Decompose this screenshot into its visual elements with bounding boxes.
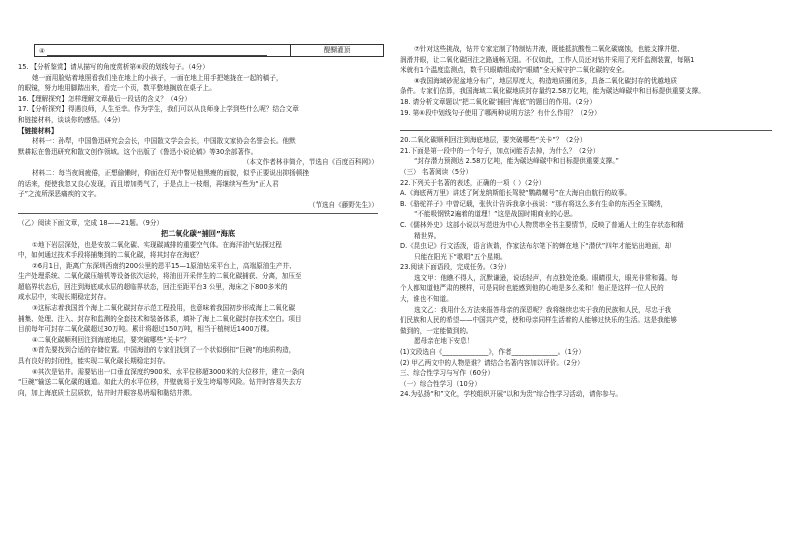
text-line: 19. 第⑥段中划线句子使用了哪两种说明方法？有什么作用？（2分） bbox=[400, 108, 601, 117]
answer-table-cell-number bbox=[35, 45, 291, 56]
text-line: 生产处理系统、二氧化碳压缩机等设备依次运转，将油田开采伴生的二氧化碳捕获、分离，加压至 bbox=[18, 272, 302, 281]
text-line: 三、综合性学习与写作（60分） bbox=[400, 369, 495, 378]
text-line: 材料二：每当夜间疲倦，正想偷懒时，仰面在灯光中瞥见他黑瘦的面貌，似乎正要说出抑扬顿挫 bbox=[32, 168, 309, 177]
text-line: 24.为弘扬“和”文化，学校组织开展“以和为贵”综合性学习活动，请你参与。 bbox=[400, 390, 622, 399]
text-line: 润滑井眼，让二氧化碳回注之路通畅无阻。不仅如此，工作人员还对钻井采用了光纤监测装置，每隔1 bbox=[400, 55, 695, 64]
text-line: 条件。专家们估算，我国海域二氧化碳地质封存量约2.58万亿吨，能为碳达峰碳中和目标提供重要支撑。 bbox=[400, 87, 705, 96]
text-line: ①地下岩层深处，也是安放二氧化碳、实现碳减排的重要空气体。在海洋油气钻探过程 bbox=[32, 240, 282, 249]
text-line: “不能吸钢铁2遍着的道理！”这是战国时期商业的心思。 bbox=[414, 210, 577, 219]
text-line: 21.下面是第一段中的一个句子，加点词能否去掉，为什么？（2分） bbox=[400, 146, 600, 155]
text-line: 20.二氧化碳顺利回注到海底地层，要突破哪些“关卡”？（2分） bbox=[400, 136, 587, 145]
text-line: 子”之流所深恶痛疾的文字。 bbox=[18, 190, 101, 199]
text-line: （节选自《藤野先生》） bbox=[308, 200, 378, 209]
text-line: 16.【理解探究】怎样理解文章最后一段话的含义？（4分） bbox=[18, 94, 191, 103]
text-line: 17.【分析探究】得遇良师，人生至幸。作为学生，我们可以从良师身上学到些什么呢？结合文章 bbox=[18, 105, 299, 114]
text-line: 18. 请分析文章题以“把二氧化碳‘捕回’海底”的题目的作用。（2分） bbox=[400, 97, 596, 106]
text-line: (2) 甲乙两文中的人物是谁？请结合名著内容加以评价。（2分） bbox=[400, 358, 584, 367]
text-line: 23.阅读下面语段，完成任务。（3分） bbox=[400, 263, 511, 272]
text-line: 只能在阳光下“歌唱”五个星期。 bbox=[414, 252, 507, 261]
left-questions-block bbox=[18, 62, 378, 210]
text-line: ⑤首先要找到合适的存储位置。中国海油的专家们找到了一个状似倒扣“巨碗”的地质构造， bbox=[32, 346, 296, 355]
text-line: ⑥其次是钻井。需要钻出一口垂直深度约900米、水平位移超3000米的大位移井，建立一条向 bbox=[32, 367, 305, 376]
text-line: 们民族和人民的希望——中国共产党，使和母亲同样生活着的人能够过快乐的生活。这是我能够 bbox=[400, 316, 677, 325]
section-divider bbox=[18, 213, 378, 214]
text-line: D.《昆虫记》行文活泼，语言诙谐，作家法布尔笔下的蝉在地下“潜伏”四年才能钻出地面，却 bbox=[400, 242, 672, 251]
text-line: “巨碗”输送二氧化碳的通道。如此大的水平位移，井壁就易于发生垮塌等风险。钻井时容易失去方 bbox=[18, 378, 302, 387]
text-line: 选文乙：我用什么方法来报答母亲的深恩呢？我将继续忠实于我的民族和人民，尽忠于我 bbox=[414, 305, 672, 314]
text-line: 捕集、处理、注入、封存和监测的全套技术和装备体系，填补了海上二氧化碳封存技术空白。项目 bbox=[18, 314, 302, 323]
text-line: 15. 【分析鉴赏】请从描写的角度赏析第⑥段的划线句子。（4分） bbox=[18, 63, 209, 71]
right-article-continuation bbox=[400, 44, 772, 118]
text-line: B.《骆驼祥子》中曾记载，张伙计告诉我拿小孩说：“那有将这么多有生命的东西全玉镯绣， bbox=[400, 199, 668, 208]
text-line: 的话来，便使我忽又良心发现，而且增加勇气了，于是点上一枝烟，再继续写些为“正人君 bbox=[18, 179, 279, 188]
right-questions-block bbox=[400, 135, 772, 400]
right-column bbox=[400, 44, 772, 400]
text-line: ⑧我国海域砂泥盆地分布广，地层厚度大，构造地质圈闭多，具备二氧化碳封存的优越地质 bbox=[414, 76, 678, 85]
text-line: 22.下列关于名著的表述，正确的一项（ ）（2分） bbox=[400, 178, 546, 187]
text-line: 默耕耘在鲁迅研究和散文创作领域。这个出版了《鲁迅小说论稿》等30余部著作。 bbox=[18, 147, 258, 156]
text-line: （本文作者林非简介，节选自《百度百科网》） bbox=[242, 158, 378, 167]
text-line: 咸水层中，实现长期稳定封存。 bbox=[18, 293, 111, 302]
text-line: ⑦针对这些挑战，钻井专家定制了特制钻井液，既能抵抗酸性二氧化碳腐蚀，也能支撑井壁、 bbox=[414, 45, 684, 53]
text-line: 她一面用脸贴着地照看我们坐在地上的小孩子，一面在地上用手把她拢在一起的稿子， bbox=[32, 73, 283, 82]
text-line: 材料一：孙犁，中国鲁迅研究会会长，中国散文学会会长，中国散文家协会名誉会长。他默 bbox=[32, 137, 296, 146]
text-line: 超临界状态后，回注到海底咸水层的超临界状态，回注至距平台3 公里，海床之下800多米的 bbox=[18, 282, 288, 291]
text-line: 选文甲：他瞧不得人，沉默谦逊，说话轻声，有点独处沧桑。眼睛很大，眼光非常和蔼。每 bbox=[414, 273, 678, 282]
text-line: “封存潜力预测达 2.58万亿吨，能为碳达峰碳中和目标提供重要支撑。” bbox=[414, 157, 619, 166]
answer-table-index: ④ bbox=[39, 47, 45, 55]
text-line: 个人都知道他严肃的模样，可是同时也能感到他的心地是多么柔和！他正是这样一位人民的 bbox=[400, 284, 664, 293]
text-line: 大，谁也不知道。 bbox=[400, 295, 453, 304]
text-line: 愿母亲在地下安息！ bbox=[414, 337, 474, 346]
answer-table-row bbox=[34, 44, 384, 57]
text-line: 目前每年可封存二氧化碳超过30万吨。累计将超过150万吨，相当于植树近1400万棵。 bbox=[18, 325, 274, 334]
text-line: 【链接材料】 bbox=[18, 126, 58, 135]
text-line: （三） 名著阅读（5分） bbox=[400, 167, 473, 176]
text-line: (1)文段选自《______________》，作者______________。（1分） bbox=[400, 348, 585, 357]
text-line: 米就有1个温度监测点，数千只眼睛组成的“眼睛”全天候守护二氧化碳的安全。 bbox=[400, 66, 629, 75]
text-line: （一）综合性学习（10分） bbox=[400, 379, 481, 388]
text-line: C.《儒林外史》这部小说以写范进为中心人物贯串全书主要情节，反映了普通人士的生存状态和精 bbox=[400, 220, 684, 229]
text-line: 的眼镜，努力地用脚踏出来，看完一个页，数平整地搁放在桌子上。 bbox=[18, 84, 216, 93]
text-line: 和链接材料，谈谈你的感悟。（4分） bbox=[18, 115, 125, 124]
article-title: 把二氧化碳“捕回”海底 bbox=[160, 228, 236, 238]
text-line: 做到的，一定能做到的。 bbox=[400, 326, 473, 335]
text-line: ③这标志着我国首个海上二氧化碳封存示范工程投用，也意味着我国初步形成海上二氧化碳 bbox=[32, 304, 296, 313]
text-line: 向，加上海底质土层质软，钻井时井眼容易坍塌和黏结井滞。 bbox=[18, 388, 197, 397]
answer-table-cell-idiom: 醍醐灌顶 bbox=[323, 46, 351, 54]
article-body bbox=[18, 240, 378, 399]
text-line: 具有良好的封闭性，能实现二氧化碳长期稳定封存。 bbox=[18, 357, 170, 366]
section-heading: （乙）阅读下面文章，完成 18——21题。（9分） bbox=[18, 219, 164, 228]
text-line: 中，如何通过技术手段将捕集到的二氧化碳，将其封存在海底？ bbox=[18, 251, 203, 260]
text-line: A.《海底两万里》讲述了阿龙纳斯船长驾驶“鹦鹉螺号”在大海自由航行的故事。 bbox=[400, 189, 631, 198]
text-line: 精世界。 bbox=[414, 231, 441, 240]
left-column bbox=[18, 62, 378, 398]
text-line: ②6月1日，距离广东深圳西南约200公里的恩平15—1原油钻采平台上，高端原油生产井、 bbox=[32, 261, 296, 270]
section-divider bbox=[400, 130, 772, 131]
text-line: ④二氧化碳顺利回注到海底地层，要突破哪些“关卡”？ bbox=[32, 335, 190, 344]
answer-blank[interactable] bbox=[47, 48, 267, 56]
